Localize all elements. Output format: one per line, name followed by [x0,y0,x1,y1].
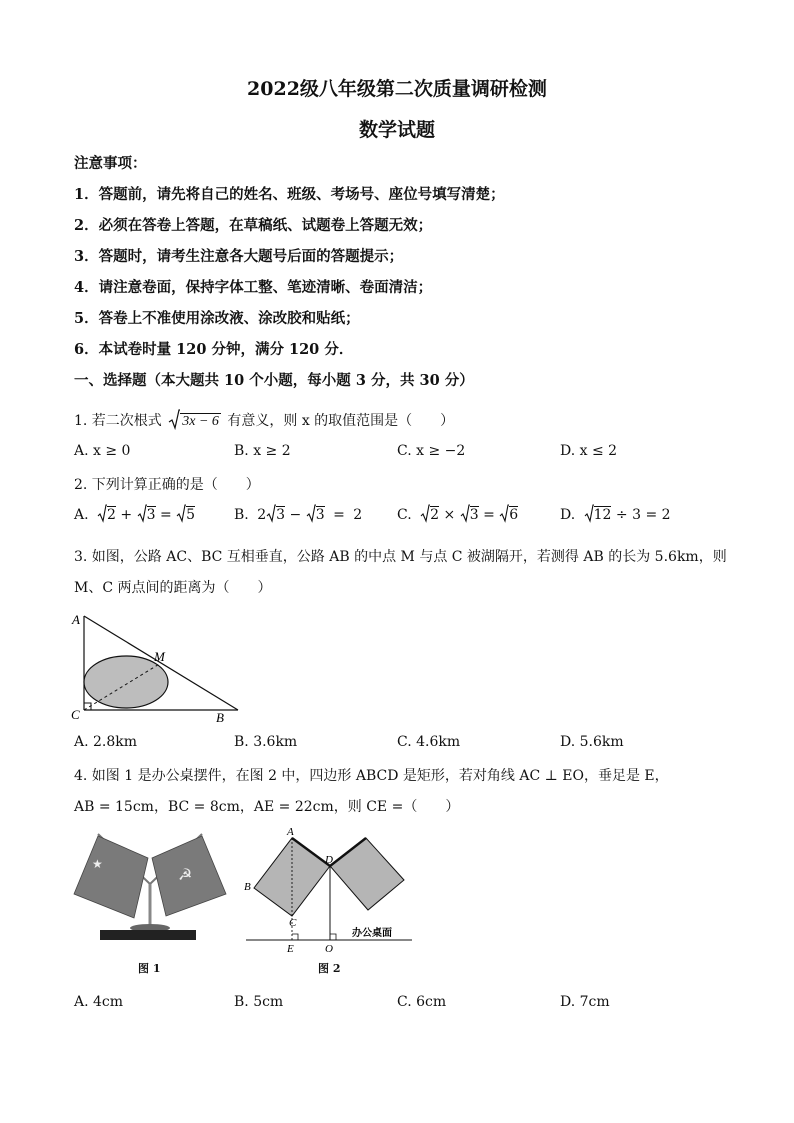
q4-option-d: D. 7cm [560,994,610,1010]
q1-prefix: 1. 若二次根式 [74,413,162,429]
radical-sign-icon [97,504,107,524]
note-item: 5．答卷上不准使用涂改液、涂改胶和贴纸； [74,310,360,327]
flag-left [74,836,148,918]
q1-option-d: D. x ≤ 2 [560,443,618,459]
label-a: A [72,612,80,627]
sqrt-expr: 12 [584,507,612,523]
label-d: D [325,854,333,866]
q1-radical [168,413,221,430]
q1-radicand: 3x − 6 [182,414,219,429]
label-desk: 办公桌面 [352,928,392,939]
q2-stem: 2. 下列计算正确的是（ ） [74,477,260,493]
radical-sign-icon [137,504,147,524]
sqrt-expr: 3 [306,507,325,523]
q1-option-c: C. x ≥ −2 [397,443,466,459]
label-b: B [216,710,224,725]
sqrt-expr: 2 [420,507,439,523]
right-angle-mark [330,934,336,940]
note-item: 2．必须在答卷上答题，在草稿纸、试题卷上答题无效； [74,217,433,234]
label-c: C [71,707,80,722]
sqrt-expr: 3 [137,507,156,523]
note-item: 4．请注意卷面，保持字体工整、笔迹清晰、卷面清洁； [74,279,433,296]
q1-option-a: A. x ≥ 0 [74,443,131,459]
q4-figure-2 [236,824,416,954]
label-m: M [154,649,165,664]
q4-option-a: A. 4cm [74,994,124,1010]
label-b: B [244,881,251,893]
q4-stem-line2: AB = 15cm，BC = 8cm，AE = 22cm，则 CE =（ ） [74,799,460,815]
radical-sign-icon [584,504,594,524]
radical-sign-icon [460,504,470,524]
exam-subtitle: 数学试题 [358,119,435,141]
q1-suffix: 有意义，则 x 的取值范围是（ ） [227,413,455,429]
q4-option-b: B. 5cm [234,994,284,1010]
desk-base [100,930,196,940]
radical-sign-icon [266,504,276,524]
label-a: A [287,826,294,838]
q3-stem-line1: 3. 如图，公路 AC、BC 互相垂直，公路 AB 的中点 M 与点 C 被湖隔开，若测得 AB 的长为 5.6km，则 [74,549,727,565]
fig2-caption: 图 2 [318,962,341,975]
notes-heading: 注意事项： [74,155,147,172]
q2-option-b: B. 2 3 − 3 = 2 [234,507,362,523]
exam-title: 2022级八年级第二次质量调研检测 [247,78,547,100]
q3-stem-line2: M、C 两点间的距离为（ ） [74,580,272,596]
label-o: O [325,943,333,954]
section-heading: 一、选择题（本大题共 10 个小题，每小题 3 分，共 30 分） [74,372,474,389]
q3-option-a: A. 2.8km [74,734,138,750]
label-c: C [289,917,297,929]
sqrt-expr: 6 [499,507,518,523]
q4-option-c: C. 6cm [397,994,447,1010]
q2-option-d: D. 12 ÷ 3 = 2 [560,507,671,523]
q3-option-c: C. 4.6km [397,734,461,750]
fig1-caption: 图 1 [138,962,161,975]
q2-option-a: A. 2 + 3 = 5 [74,507,195,523]
star-icon: ★ [92,857,103,871]
rectangle-right [330,838,404,910]
q4-stem-line1: 4. 如图 1 是办公桌摆件，在图 2 中，四边形 ABCD 是矩形，若对角线 AC ⊥ EO，垂足是 E， [74,768,669,784]
sqrt-expr: 3 [460,507,479,523]
note-item: 3．答题时，请考生注意各大题号后面的答题提示； [74,248,404,265]
note-item: 1．答题前，请先将自己的姓名、班级、考场号、座位号填写清楚； [74,186,505,203]
rectangle-abcd [254,838,330,916]
radical-sign-icon [168,409,180,431]
radical-sign-icon [499,504,509,524]
q1-option-b: B. x ≥ 2 [234,443,291,459]
q4-figure-1 [70,828,230,946]
q3-option-d: D. 5.6km [560,734,624,750]
q3-figure [66,606,246,726]
q1-stem [74,410,454,430]
sqrt-expr: 5 [176,507,195,523]
note-item: 6．本试卷时量 120 分钟，满分 120 分． [74,341,354,358]
radical-sign-icon [176,504,186,524]
sqrt-expr: 2 [97,507,116,523]
radical-sign-icon [420,504,430,524]
q3-option-b: B. 3.6km [234,734,298,750]
radical-sign-icon [306,504,316,524]
q2-option-c: C. 2 × 3 = 6 [397,507,518,523]
emblem-icon: ☭ [178,867,193,884]
label-e: E [287,943,294,954]
sqrt-expr: 3 [266,507,285,523]
right-angle-mark [292,934,298,940]
